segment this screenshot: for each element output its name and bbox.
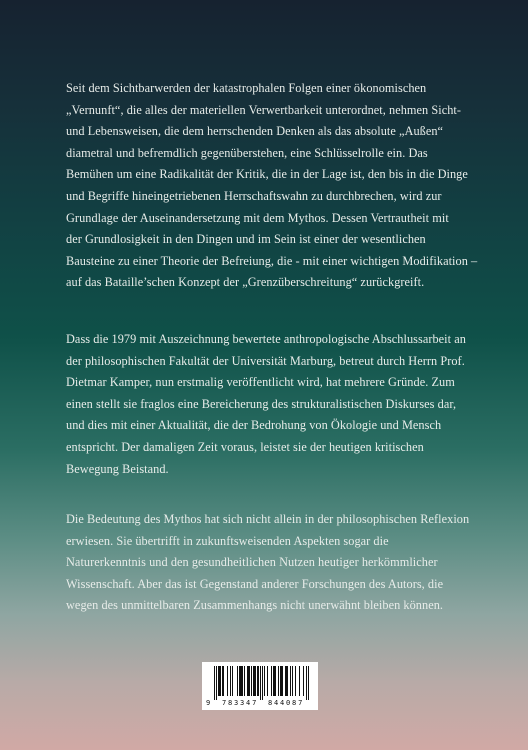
barcode-bar <box>287 666 288 696</box>
barcode-bar <box>275 666 276 696</box>
text-line: der philosophischen Fakultät der Universität Marburg, betreut durch Herrn Prof. <box>66 353 465 368</box>
text-line: und Begriffe hineingetriebenen Herrschaftswahn zu durchbrechen, wird zur <box>66 188 442 203</box>
barcode-bar <box>255 666 256 696</box>
barcode-bar <box>242 666 243 696</box>
text-line: Bewegung Beistand. <box>66 461 169 476</box>
blurb-paragraph-1 <box>66 78 484 294</box>
barcode-bar <box>281 666 282 696</box>
text-line: Dass die 1979 mit Auszeichnung bewertete anthropologische Abschlussarbeit an <box>66 332 466 346</box>
text-line: Dietmar Kamper, nun erstmalig veröffentlicht wird, hat mehrere Gründe. Zum <box>66 375 455 390</box>
barcode-bars <box>202 662 318 700</box>
barcode-bar <box>282 666 283 696</box>
text-line: der Grundlosigkeit in den Dingen und im Sein ist einer der wesentlichen <box>66 232 426 247</box>
barcode-bar <box>223 666 224 696</box>
text-line: Bemühen um eine Radikalität der Kritik, die in der Lage ist, den bis in die Dinge <box>66 167 468 182</box>
text-line: Seit dem Sichtbarwerden der katastrophalen Folgen einer ökonomischen <box>66 81 427 95</box>
barcode-bar <box>271 666 272 696</box>
barcode-bar <box>262 666 263 700</box>
text-line: erwiesen. Sie übertrifft in zukunftsweisenden Aspekten sogar die <box>66 533 389 548</box>
barcode-bar <box>232 666 233 696</box>
barcode-bar <box>220 666 221 696</box>
text-line: diametral und befremdlich gegenüberstehen, eine Schlüsselrolle ein. Das <box>66 145 428 160</box>
barcode-bar <box>267 666 268 696</box>
blurb-paragraph-3 <box>66 509 484 617</box>
barcode-bar <box>241 666 242 696</box>
text-line: „Vernunft“, die alles der materiellen Verwertbarkeit unterordnet, nehmen Sicht- <box>66 102 462 117</box>
barcode-bar <box>285 666 286 696</box>
barcode-bar <box>240 666 241 696</box>
barcode-bar <box>251 666 252 696</box>
text-line: und Lebensweisen, die dem herrschenden Denken als das absolute „Außen“ <box>66 124 444 139</box>
text-line: Grundlage der Auseinandersetzung mit dem Mythos. Dessen Vertrautheit mit <box>66 210 449 225</box>
barcode-bar <box>222 666 223 696</box>
barcode-bar <box>227 666 228 696</box>
text-line: auf das Bataille’schen Konzept der „Grenzüberschreitung“ zurückgreift. <box>66 275 425 290</box>
barcode-bar <box>219 666 220 696</box>
barcode-bar <box>247 666 248 696</box>
text-line: entspricht. Der damaligen Zeit voraus, leistet sie der heutigen kritischen <box>66 439 424 454</box>
text-line: und dies mit einer Aktualität, die der Bedrohung von Ökologie und Mensch <box>66 418 442 433</box>
blurb-paragraph-2 <box>66 329 484 480</box>
text-line: Bausteine zu einer Theorie der Befreiung, die - mit einer wichtigen Modifikation – <box>66 253 478 268</box>
barcode-bar <box>274 666 275 696</box>
text-line: einen stellt sie fraglos eine Bereicherung des strukturalistischen Diskurses dar, <box>66 396 457 411</box>
barcode-bar <box>280 666 281 696</box>
barcode-bar <box>303 666 304 696</box>
barcode-bar <box>218 666 219 696</box>
text-line: wegen des unmittelbaren Zusammenhangs nicht unerwähnt bleiben können. <box>66 598 444 613</box>
barcode-bar <box>214 666 215 700</box>
barcode-bar <box>278 666 279 696</box>
barcode-bar <box>306 666 307 700</box>
barcode-bar <box>292 666 293 696</box>
barcode-bar <box>249 666 250 696</box>
barcode-bar <box>286 666 287 696</box>
barcode-bar <box>308 666 309 700</box>
barcode-bar <box>295 666 296 696</box>
barcode-bar <box>216 666 217 700</box>
text-line: Die Bedeutung des Mythos hat sich nicht allein in der philosophischen Reflexion <box>66 512 470 526</box>
barcode-bar <box>299 666 300 696</box>
text-line: Naturerkenntnis und den gesundheitlichen Nutzen heutiger herkömmlicher <box>66 555 438 570</box>
barcode-bar <box>254 666 255 696</box>
barcode-bar <box>260 666 261 700</box>
barcode-left-group: 783347 <box>222 699 259 707</box>
barcode-bar <box>290 666 291 696</box>
text-line: Wissenschaft. Aber das ist Gegenstand anderer Forschungen des Autors, die <box>66 576 444 591</box>
barcode-right-group: 844087 <box>268 699 305 707</box>
barcode-bar <box>239 666 240 696</box>
barcode-bar <box>264 666 265 696</box>
barcode-bar <box>237 666 238 696</box>
barcode-bar <box>248 666 249 696</box>
barcode-bar <box>230 666 231 696</box>
barcode-lead-digit: 9 <box>206 699 211 707</box>
barcode-bar <box>257 666 258 696</box>
isbn-barcode <box>202 662 318 710</box>
barcode-bar <box>273 666 274 696</box>
barcode-bar <box>258 666 259 696</box>
barcode-bar <box>244 666 245 696</box>
barcode-digits <box>202 698 318 709</box>
barcode-bar <box>253 666 254 696</box>
